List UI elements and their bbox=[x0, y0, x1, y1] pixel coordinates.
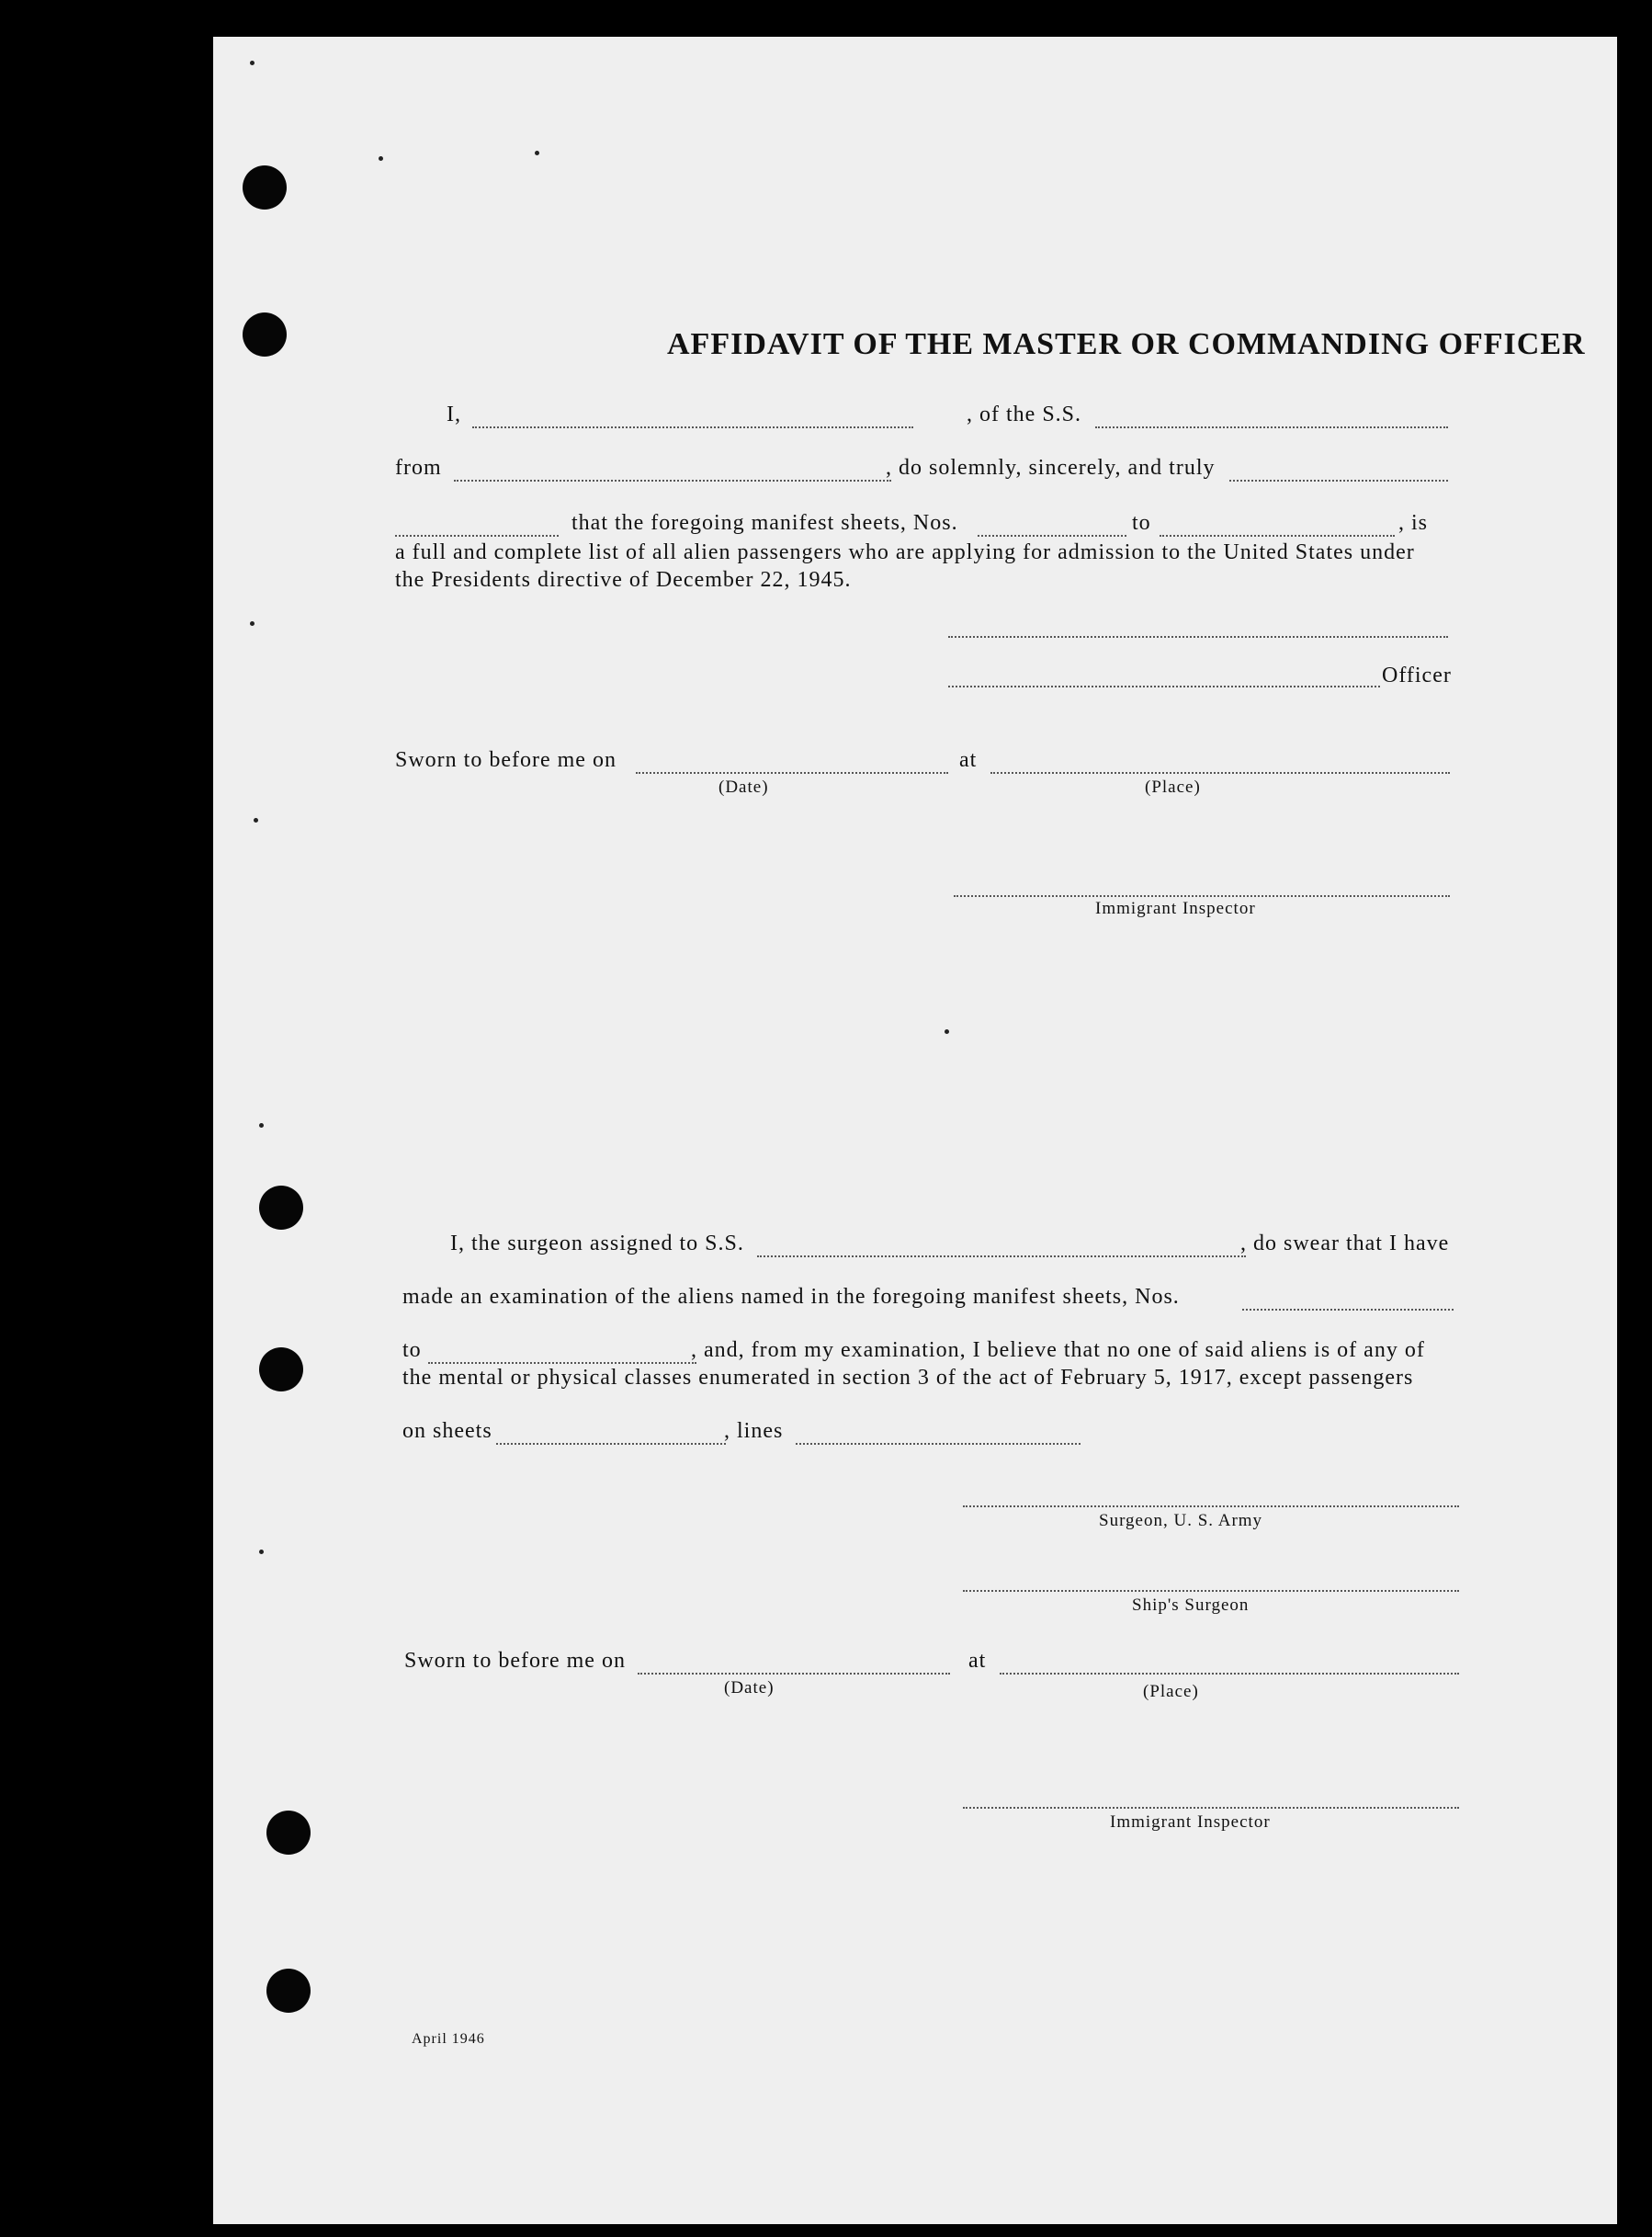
oath-continued-field[interactable] bbox=[395, 535, 559, 537]
oath-field[interactable] bbox=[1229, 480, 1448, 482]
binder-hole bbox=[243, 165, 287, 210]
sworn-date-field-2[interactable] bbox=[638, 1673, 950, 1675]
on-sheets-label: on sheets bbox=[402, 1419, 492, 1443]
solemnly-label: , do solemnly, sincerely, and truly bbox=[886, 456, 1216, 480]
surgeon-line2: made an examination of the aliens named in the foregoing manifest sheets, Nos. bbox=[402, 1285, 1180, 1309]
on-sheets-field[interactable] bbox=[496, 1443, 726, 1445]
binder-hole bbox=[266, 1969, 311, 2013]
surgeon-line1: I, the surgeon assigned to S.S. bbox=[450, 1232, 744, 1255]
binder-hole bbox=[243, 312, 287, 357]
sworn-place-field[interactable] bbox=[990, 772, 1450, 774]
of-ss-label: , of the S.S. bbox=[967, 403, 1082, 426]
document-sheet bbox=[213, 37, 1617, 2224]
sheet-nos-from-field[interactable] bbox=[978, 535, 1126, 537]
list-text-line2: the Presidents directive of December 22, 1945. bbox=[395, 568, 852, 592]
ships-surgeon-caption: Ship's Surgeon bbox=[1132, 1595, 1250, 1615]
date-caption-2: (Date) bbox=[724, 1678, 775, 1698]
at-label: at bbox=[959, 748, 978, 772]
surgeon-nos-from-field[interactable] bbox=[1242, 1309, 1454, 1311]
binder-hole bbox=[259, 1186, 303, 1230]
sworn-date-field[interactable] bbox=[636, 772, 948, 774]
officer-signature-field[interactable] bbox=[948, 686, 1380, 687]
foregoing-label: that the foregoing manifest sheets, Nos. bbox=[571, 511, 958, 535]
surgeon-nos-to-field[interactable] bbox=[428, 1362, 696, 1364]
sworn-label: Sworn to before me on bbox=[395, 748, 617, 772]
place-caption-2: (Place) bbox=[1143, 1682, 1199, 1701]
list-text-line1: a full and complete list of all alien passengers who are applying for admission to the United States under bbox=[395, 540, 1415, 564]
inspector-signature-field-2[interactable] bbox=[963, 1807, 1459, 1809]
i-label: I, bbox=[447, 403, 461, 426]
binder-hole bbox=[259, 1347, 303, 1391]
master-name-field[interactable] bbox=[472, 426, 913, 428]
place-caption: (Place) bbox=[1145, 778, 1201, 797]
ships-surgeon-signature-field[interactable] bbox=[963, 1590, 1459, 1592]
lines-label: , lines bbox=[724, 1419, 784, 1443]
form-date: April 1946 bbox=[412, 2031, 485, 2047]
surgeon-ship-field[interactable] bbox=[757, 1255, 1246, 1257]
swear-label: , do swear that I have bbox=[1240, 1232, 1450, 1255]
to-label: to bbox=[1132, 511, 1151, 535]
binder-hole bbox=[266, 1811, 311, 1855]
sworn-label-2: Sworn to before me on bbox=[404, 1649, 626, 1673]
inspector-signature-field[interactable] bbox=[954, 895, 1450, 897]
inspector-caption-2: Immigrant Inspector bbox=[1110, 1812, 1271, 1832]
date-caption: (Date) bbox=[719, 778, 769, 797]
surgeon-line3: , and, from my examination, I believe that no one of said aliens is of any of bbox=[691, 1338, 1425, 1362]
is-label: , is bbox=[1398, 511, 1429, 535]
army-surgeon-signature-field[interactable] bbox=[963, 1505, 1459, 1507]
at-label-2: at bbox=[968, 1649, 987, 1673]
master-signature-field[interactable] bbox=[948, 636, 1448, 638]
to-label-2: to bbox=[402, 1338, 422, 1362]
ship-name-field[interactable] bbox=[1095, 426, 1448, 428]
surgeon-line4: the mental or physical classes enumerated in section 3 of the act of February 5, 1917, except passengers bbox=[402, 1366, 1414, 1390]
from-port-field[interactable] bbox=[454, 480, 891, 482]
sworn-place-field-2[interactable] bbox=[1000, 1673, 1459, 1675]
sheet-nos-to-field[interactable] bbox=[1160, 535, 1395, 537]
lines-field[interactable] bbox=[796, 1443, 1081, 1445]
inspector-caption: Immigrant Inspector bbox=[1095, 899, 1256, 918]
form-title: AFFIDAVIT OF THE MASTER OR COMMANDING OFFICER bbox=[667, 327, 1586, 361]
army-surgeon-caption: Surgeon, U. S. Army bbox=[1099, 1511, 1263, 1530]
officer-label: Officer bbox=[1382, 664, 1452, 687]
from-label: from bbox=[395, 456, 442, 480]
